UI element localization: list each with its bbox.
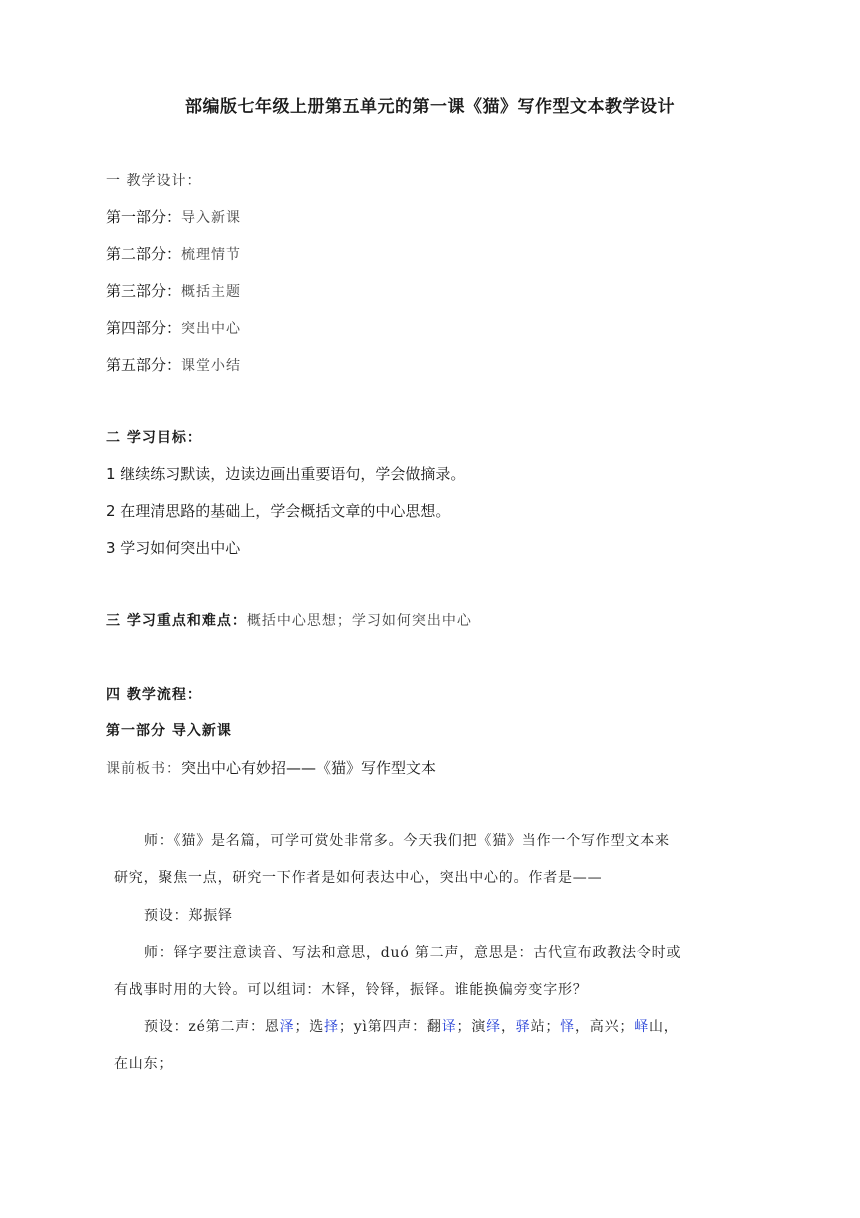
text-run: ；演 (456, 1019, 487, 1035)
part-label: 第四部分 (106, 319, 167, 337)
part-label: 第二部分 (106, 245, 167, 263)
colon: ： (166, 282, 182, 300)
board-content: 突出中心有妙招——《猫》写作型文本 (181, 759, 437, 777)
part-label: 第五部分 (106, 356, 167, 374)
highlighted-char: 泽 (279, 1019, 295, 1035)
highlighted-char: 译 (441, 1019, 457, 1035)
text-run: ， (500, 1019, 516, 1035)
part-value: 梳理情节 (181, 247, 242, 263)
list-item: 3 学习如何突出中心 (106, 539, 241, 557)
paragraph-line: 预设：郑振铎 (144, 908, 233, 924)
list-item (106, 243, 241, 264)
board-line (106, 757, 436, 778)
list-item (106, 206, 241, 227)
document-title: 部编版七年级上册第五单元的第一课《猫》写作型文本教学设计 (185, 97, 675, 117)
highlighted-char: 驿 (515, 1019, 531, 1035)
list-item: 2 在理清思路的基础上，学会概括文章的中心思想。 (106, 502, 451, 520)
paragraph-line: 师：铎字要注意读音、写法和意思，duó 第二声，意思是：古代宣布政教法令时或 (144, 945, 682, 961)
part-title: 第一部分 导入新课 (106, 723, 232, 739)
part-value: 导入新课 (181, 210, 242, 226)
text-run: 站； (530, 1019, 561, 1035)
text-run: ；yì第四声：翻 (338, 1019, 442, 1035)
list-item (106, 354, 241, 375)
text-run: 预设：zé第二声：恩 (144, 1019, 280, 1035)
colon: ： (166, 208, 182, 226)
list-item (106, 317, 241, 338)
paragraph-line (144, 1016, 679, 1036)
text-run: 山， (649, 1019, 679, 1035)
board-label: 课前板书： (106, 761, 181, 777)
highlighted-char: 怿 (560, 1019, 575, 1035)
list-item (106, 280, 241, 301)
part-label: 第一部分 (106, 208, 167, 226)
colon: ： (166, 319, 182, 337)
part-label: 第三部分 (106, 282, 167, 300)
part-value: 突出中心 (181, 321, 242, 337)
section-heading-key-points: 三 学习重点和难点： (106, 613, 247, 629)
paragraph-line: 研究，聚焦一点，研究一下作者是如何表达中心，突出中心的。作者是—— (114, 870, 603, 886)
part-value: 概括主题 (181, 284, 242, 300)
text-run: ，高兴； (574, 1019, 635, 1035)
section-heading-teaching-flow: 四 教学流程： (106, 687, 202, 703)
key-points-content: 概括中心思想；学习如何突出中心 (246, 613, 472, 629)
part-value: 课堂小结 (181, 358, 242, 374)
section-heading-learning-goals: 二 学习目标： (106, 430, 202, 446)
colon: ： (166, 245, 182, 263)
highlighted-char: 绎 (486, 1019, 501, 1035)
paragraph-line: 师：《猫》是名篇，可学可赏处非常多。今天我们把《猫》当作一个写作型文本来 (144, 833, 670, 849)
section-heading-teaching-design: 一 教学设计： (106, 173, 202, 189)
list-item: 1 继续练习默读，边读边画出重要语句，学会做摘录。 (106, 465, 466, 483)
colon: ： (166, 356, 182, 374)
key-points-line (106, 610, 472, 630)
highlighted-char: 择 (324, 1019, 339, 1035)
highlighted-char: 峄 (634, 1019, 649, 1035)
paragraph-line: 在山东； (114, 1056, 174, 1072)
paragraph-line: 有战事时用的大铃。可以组词：木铎，铃铎，振铎。谁能换偏旁变字形？ (114, 982, 588, 998)
text-run: ；选 (294, 1019, 325, 1035)
